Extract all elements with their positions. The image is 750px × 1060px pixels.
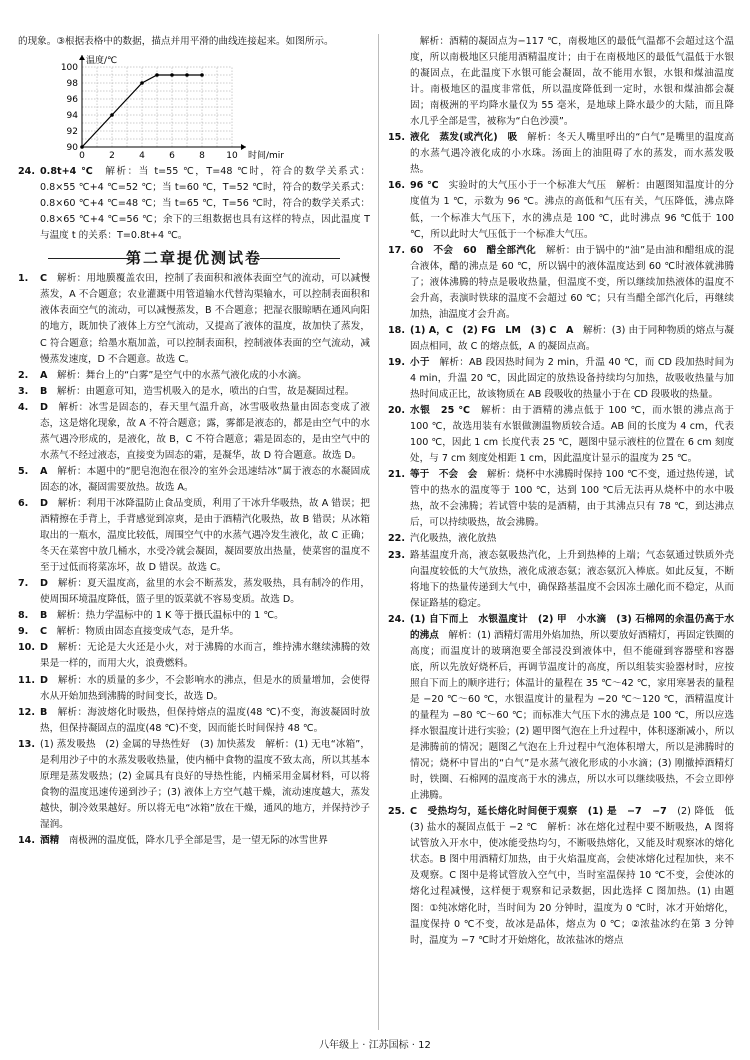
- answer-number: 14.: [18, 834, 35, 846]
- answer-number: 20.: [388, 405, 405, 417]
- answer-key: C: [40, 273, 48, 285]
- answer-key: (1) 自下而上 水银温度计 (2) 甲 小水滴 (3) 石棉网的余温仍高于水的沸点: [410, 613, 734, 641]
- data-point: [110, 113, 114, 117]
- answer-item: [388, 178, 734, 242]
- answer-explanation: 解析：舞台上的“白雾”是空气中的水蒸气液化成的小水滴。: [47, 369, 307, 381]
- answer-number: 25.: [388, 806, 405, 818]
- answer-body: [40, 384, 370, 400]
- page-footer: 八年级上 · 江苏国标 · 12: [319, 1040, 431, 1051]
- answer-number: 5.: [18, 465, 29, 477]
- answer-number: 15.: [388, 132, 405, 144]
- answer-body: [410, 531, 734, 547]
- answer-number: 21.: [388, 469, 405, 481]
- temperature-chart: [44, 52, 284, 162]
- answer-body: [40, 164, 370, 244]
- answer-explanation: 解析：本题中的“肥皂泡泡在很冷的室外会迅速结冰”属于液态的水凝固成固态的冰，凝固需要放热。故选 A。: [40, 465, 370, 493]
- answer-key: 96 ℃: [410, 180, 439, 192]
- answer-item: [18, 384, 370, 400]
- left-answer-list: [18, 164, 370, 849]
- answer-body: [40, 368, 370, 384]
- answer-item: [388, 130, 734, 178]
- answer-body: [40, 608, 370, 624]
- answer-key: B: [40, 385, 48, 397]
- left-column: [18, 34, 370, 849]
- answer-explanation: 解析：水的质量的多少，不会影响水的沸点，但是水的质量增加，会使得水从开始加热到沸腾的时间变长，故选 D。: [40, 674, 370, 702]
- answer-key: 水银 25 ℃: [410, 405, 471, 417]
- answer-item: [18, 608, 370, 624]
- answer-number: 16.: [388, 180, 405, 192]
- x-tick-label: 10: [226, 151, 238, 162]
- answer-number: 3.: [18, 385, 29, 397]
- answer-body: [40, 464, 370, 496]
- answer-number: 10.: [18, 642, 35, 654]
- answer-number: 24.: [18, 166, 35, 178]
- answer-item: [388, 34, 734, 130]
- answer-explanation: 解析：由题意可知，造雪机吸入的是水，喷出的白雪，故是凝固过程。: [47, 385, 355, 397]
- answer-key: 液化 蒸发(或汽化) 吸: [410, 132, 518, 144]
- x-tick-label: 2: [109, 151, 115, 162]
- answer-key: D: [40, 401, 48, 413]
- answer-body: [40, 576, 370, 608]
- answer-item: [18, 833, 370, 849]
- y-tick-label: 98: [66, 79, 78, 90]
- answer-item: [388, 804, 744, 948]
- answer-number: 1.: [18, 273, 29, 285]
- answer-item: [388, 323, 734, 355]
- temperature-chart-svg: [44, 52, 284, 162]
- answer-explanation: 解析：用地膜覆盖农田，控制了表面积和液体表面空气的流动，可以减慢蒸发，A 不合题意；农业灌溉中用管道输水代替沟渠输水，可以控制表面积和液体表面空气的流动，可以减慢蒸发，B 不合题意；把湿衣服晾晒在通风向阳的地方，既加快了液体上方空气流动，又提高了液体的温度，故加快了蒸发，C 符合题意；给墨水瓶加盖，可以控制表面积，控制液体表面的空气流动，减慢蒸发速度，D 不合题意。故选 C。: [40, 273, 370, 365]
- data-point: [185, 73, 189, 77]
- answer-key: 60 不会 60 醋全部汽化: [410, 244, 537, 256]
- answer-item: [388, 355, 734, 403]
- answer-key: B: [40, 706, 48, 718]
- answer-explanation: 解析：热力学温标中的 1 K 等于摄氏温标中的 1 ℃。: [47, 610, 284, 622]
- answer-explanation: 解析：(1) 酒精灯需用外焰加热，所以要放好酒精灯，再固定铁圈的高度；而温度计的玻璃泡要全部浸没到液体中，但不能碰到容器壁和容器底，所以先放好烧杯后，再调节温度计的高度，所以组装实验器材时，应按照自下而上的顺序进行；体温计的量程在 35 ℃～42 ℃，家用寒暑表的量程是 −20 ℃～60 ℃，水银温度计的量程为 −20 ℃～120 ℃，酒精温度计的量程为 −80 ℃～60 ℃；而标准大气压下水的沸点是 100 ℃，所以应选择水银温度计进行实验；(2) 题甲图气泡在上升过程中，体积逐渐减小，所以是沸腾前的情况；题图乙气泡在上升过程中气泡体积增大，所以是沸腾时的情况；烧杯中冒出的“白气”是水蒸气液化形成的小水滴；(3) 刚撤掉酒精灯时，铁圈、石棉网的温度高于水的沸点，所以水可以继续吸热，不会立即停止沸腾。: [410, 629, 735, 802]
- answer-item: [18, 640, 370, 672]
- answer-explanation: 解析：(3) 由于同种物质的熔点与凝固点相同，故 C 的熔点低，A 的凝固点高。: [410, 324, 735, 352]
- answer-body: [410, 130, 734, 178]
- answer-body: [410, 323, 734, 355]
- answer-item: [18, 368, 370, 384]
- left-intro-text: 的现象。③根据表格中的数据，描点并用平滑的曲线连接起来。如图所示。: [18, 36, 334, 47]
- y-tick-label: 94: [66, 111, 78, 122]
- data-point: [140, 81, 144, 85]
- data-point: [200, 73, 204, 77]
- data-point: [155, 73, 159, 77]
- section-title: 第二章提优测试卷: [18, 250, 370, 266]
- answer-explanation: 解析：冬天人嘴里呼出的“白气”是嘴里的温度高的水蒸气遇冷液化成的小水珠。汤面上的油阻碍了水的蒸发，而水蒸发吸热。: [410, 132, 734, 176]
- answer-body: [40, 673, 370, 705]
- answer-number: 18.: [388, 324, 405, 336]
- answer-item: [18, 705, 370, 737]
- x-tick-label: 8: [199, 151, 205, 162]
- answer-key: D: [40, 578, 48, 590]
- answer-number: 8.: [18, 610, 29, 622]
- answer-explanation: 解析：海波熔化时吸热，但保持熔点的温度(48 ℃)不变，海波凝固时放热，但保持凝固点的温度(48 ℃)不变，因而能长时间保持 48 ℃。: [40, 706, 370, 734]
- answer-item: [18, 624, 370, 640]
- answer-key: C: [40, 626, 48, 638]
- answer-body: [410, 34, 734, 130]
- answer-key: C 受热均匀，延长熔化时间便于观察 (1) 是 −7 −7: [410, 806, 667, 818]
- answer-item: [18, 400, 370, 464]
- answer-number: 24.: [388, 613, 405, 625]
- column-divider: [378, 34, 379, 1030]
- answer-number: 2.: [18, 369, 29, 381]
- answer-item: [388, 467, 734, 531]
- answer-number: 11.: [18, 674, 35, 686]
- answer-item: [18, 737, 370, 833]
- answer-body: [40, 737, 370, 833]
- answer-body: [410, 612, 734, 805]
- answer-item: [388, 612, 734, 805]
- y-tick-label: 96: [66, 95, 78, 106]
- x-axis-arrow: [241, 144, 246, 150]
- x-tick-label: 0: [79, 151, 85, 162]
- answer-item: [388, 403, 734, 467]
- answer-explanation: 解析：酒精的凝固点为−117 ℃，南极地区的最低气温都不会超过这个温度，所以南极地区只能用酒精温度计；由于在南极地区的最低气温低于水银的凝固点，在此温度下水银可能会凝固，故不能用水银，水银和煤油温度计。南极地区的温度非常低，所以温度降低到一定时，水银和煤油都会凝固；南极洲的平均降水量仅为 55 毫米，是地球上降水最少的大陆，而且降水几乎全部是雪，被称为“白色沙漠”。: [410, 36, 734, 128]
- answer-key: 0.8t+4 ℃: [40, 166, 95, 178]
- answer-body: [410, 804, 744, 948]
- answer-number: 9.: [18, 626, 29, 638]
- right-column: [388, 34, 744, 949]
- answer-item: [18, 496, 370, 576]
- answer-explanation: 实验时的大气压小于一个标准大气压 解析：由题图知温度计的分度值为 1 ℃，示数为 96 ℃。沸点的高低和气压有关，气压降低，沸点降低，一个标准大气压下，水的沸点是 100 ℃，此时沸点 96 ℃低于 100 ℃，所以此时大气压低于一个标准大气压。: [410, 180, 735, 240]
- answer-explanation: (1) 蒸发吸热 (2) 金属的导热性好 (3) 加快蒸发 解析：(1) 无电“冰箱”，是利用沙子中的水蒸发吸收热量，使内桶中食物的温度不致太高，所以其基本原理是蒸发吸热；(2) 金属具有良好的导热性能，内桶采用金属材料，可以将食物的温度迅速传递到沙子；(3) 液体上方空气越干燥，流动速度越大，蒸发越快，制冷效果越好。所以将无电“冰箱”放在干燥，通风的地方，并保持沙子湿润。: [40, 738, 370, 830]
- data-point: [80, 145, 84, 149]
- answer-key: A: [40, 465, 48, 477]
- answer-body: [40, 833, 370, 849]
- answer-number: 6.: [18, 497, 29, 509]
- answer-explanation: 汽化吸热，液化放热: [410, 533, 497, 545]
- answer-item: [18, 576, 370, 608]
- answer-explanation: 解析：烧杯中水沸腾时保持 100 ℃不变，通过热传递，试管中的热水的温度等于 100 ℃，达到 100 ℃后无法再从烧杯中的水中吸热，故不会沸腾；若试管中装的是酒精，由于其沸点只有 78 ℃，到达沸点后，可以持续吸热，故会沸腾。: [410, 469, 734, 529]
- answer-key: 小于: [410, 356, 430, 368]
- answer-number: 19.: [388, 356, 405, 368]
- answer-explanation: 南极洲的温度低，降水几乎全部是雪，是一望无际的冰雪世界: [59, 834, 328, 846]
- answer-number: 7.: [18, 578, 29, 590]
- y-axis-label: 温度/℃: [86, 56, 118, 67]
- answer-explanation: 解析：由于酒精的沸点低于 100 ℃，而水银的沸点高于 100 ℃，故选用装有水银做测温物质较合适。AB 间的长度为 4 cm，代表 100 ℃，因此 1 cm 长度代表 25 ℃，题图中显示液柱的位置在 6 cm 刻度处，与 7 cm 刻度处相距 1 cm，因此温度计显示的温度为 25 ℃。: [410, 405, 734, 465]
- answer-number: 22.: [388, 533, 405, 545]
- answer-key: A: [40, 369, 48, 381]
- answer-body: [410, 243, 734, 323]
- answer-body: [40, 624, 370, 640]
- answer-key: (1) A，C (2) FG LM (3) C A: [410, 324, 574, 336]
- answer-body: [40, 496, 370, 576]
- answer-explanation: 路基温度升高，液态氨吸热汽化，上升到热棒的上端；气态氨通过铁质外壳向温度较低的大气放热，液化成液态氨；液态氨沉入棒底。如此反复，不断将地下的热量传递到大气中，确保路基温度不会因冻土融化而不稳定，从而保证路基的稳定。: [410, 549, 734, 609]
- y-tick-label: 92: [66, 127, 78, 138]
- answer-item: [18, 673, 370, 705]
- answer-body: [410, 403, 734, 467]
- answer-number: [388, 34, 410, 130]
- answer-body: [410, 467, 734, 531]
- answer-key: D: [40, 497, 48, 509]
- answer-explanation: 解析：利用干冰降温防止食品变质，利用了干冰升华吸热，故 A 错误；把酒精擦在手背上，手背感觉到凉爽，是由于酒精汽化吸热，故 B 错误；从冰箱取出的一瓶水，温度比较低，周围空气中的水蒸气遇冷发生液化，故 C 正确；冬天在菜窖中放几桶水，水受冷就会凝固，凝固要放出热量，使菜窖的温度不至于过低而将菜冻坏，故 D 错误。故选 C。: [40, 497, 370, 574]
- answer-number: 13.: [18, 738, 35, 750]
- y-tick-label: 90: [66, 143, 78, 154]
- answer-item: [18, 271, 370, 367]
- x-tick-label: 6: [169, 151, 175, 162]
- answer-explanation: 解析：物质由固态直接变成气态，是升华。: [47, 626, 239, 638]
- right-answer-list: [388, 34, 744, 949]
- answer-item: [388, 531, 734, 547]
- answer-key: D: [40, 642, 48, 654]
- answer-explanation: 解析：冰雪是固态的，春天里气温升高，冰雪吸收热量由固态变成了液态，这是熔化现象，故 A 不符合题意；露，雾都是液态的，都是由空气中的水蒸气遇冷形成的，是液化，故 B，C 不符合题意；霜是固态的，是由空气中的水蒸气不经过液态，直接变为固态的霜，是凝华，故 D 符合题意。故选 D。: [40, 401, 370, 461]
- y-axis-arrow: [79, 55, 85, 60]
- answer-explanation: 解析：当 t=55 ℃，T=48 ℃时，符合的数学关系式：0.8×55 ℃+4 ℃=52 ℃；当 t=60 ℃，T=52 ℃时，符合的数学关系式：0.8×60 ℃+4 ℃=48 ℃；当 t=65 ℃，T=56 ℃时，符合的数学关系式：0.8×65 ℃+4 ℃=56 ℃；余下的三组数据也具有这样的特点，因此温度 T 与温度 t 的关系：T=0.8t+4 ℃。: [40, 166, 370, 242]
- answer-item: [388, 548, 734, 612]
- answer-body: [40, 400, 370, 464]
- answer-body: [40, 271, 370, 367]
- answer-item: [18, 464, 370, 496]
- data-point: [170, 73, 174, 77]
- answer-explanation: 解析：由于锅中的“油”是由油和醋组成的混合液体，醋的沸点是 60 ℃，所以锅中的液体温度达到 60 ℃时液体就沸腾了；液体沸腾的特点是吸收热量，但温度不变，所以继续加热液体的温度不会升高，表演时铁球的温度不会超过 60 ℃；只有当醋全部汽化后，再继续加热，油温度才会升高。: [410, 244, 734, 320]
- answer-number: 23.: [388, 549, 405, 561]
- answer-item: [388, 243, 734, 323]
- answer-body: [40, 640, 370, 672]
- answer-explanation: 解析：夏天温度高，盆里的水会不断蒸发，蒸发吸热，具有制冷的作用，使周围环境温度降低，篮子里的饭菜就不容易变质。故选 D。: [40, 578, 370, 606]
- x-tick-label: 4: [139, 151, 145, 162]
- answer-body: [410, 548, 734, 612]
- answer-key: 等于 不会 会: [410, 469, 478, 481]
- y-tick-label: 100: [60, 63, 78, 74]
- x-axis-label: 时间/min: [248, 151, 284, 162]
- answer-body: [40, 705, 370, 737]
- answer-number: 4.: [18, 401, 29, 413]
- answer-key: D: [40, 674, 48, 686]
- answer-body: [410, 355, 734, 403]
- answer-explanation: 解析：无论是大火还是小火，对于沸腾的水而言，维持沸水继续沸腾的效果是一样的，而用大火，浪费燃料。: [40, 642, 370, 670]
- answer-explanation: 解析：AB 段因热时间为 2 min，升温 40 ℃，而 CD 段加热时间为 4 min，升温 20 ℃，因此固定的放热设备持续均匀加热，故吸收热量与加热时间成正比，故该物质在 AB 段吸收的热量小于在 CD 段吸收的热量。: [410, 356, 734, 401]
- answer-number: 12.: [18, 706, 35, 718]
- answer-item: [18, 164, 370, 244]
- answer-key: 酒精: [40, 834, 60, 846]
- answer-explanation: (2) 降低 低 (3) 盐水的凝固点低于 −2 ℃ 解析：冰在熔化过程中要不断吸热，A 图将试管放入开水中，使冰能受热均匀，不断吸热熔化，又能及时观察冰的熔化状态。B 图中用酒精灯加热，由于火焰温度高，会使冰熔化过程加快，来不及观察。C 图中是将试管放入空气中，当时室温保持 10 ℃不变，会使冰的熔化过程减慢，这样便于观察和记录数据，因此选择 C 图加热。(1) 由题图：①纯冰熔化时，当时间为 20 分钟时，温度为 0 ℃时，冰才开始熔化，温度保持 0 ℃不变，故冰是晶体，熔点为 0 ℃；②浓盐冰约在第 3 分钟时，温度为 −7 ℃时才开始熔化，故浓盐冰的熔点: [410, 806, 744, 946]
- answer-number: 17.: [388, 244, 405, 256]
- answer-body: [410, 178, 734, 242]
- answer-key: B: [40, 610, 48, 622]
